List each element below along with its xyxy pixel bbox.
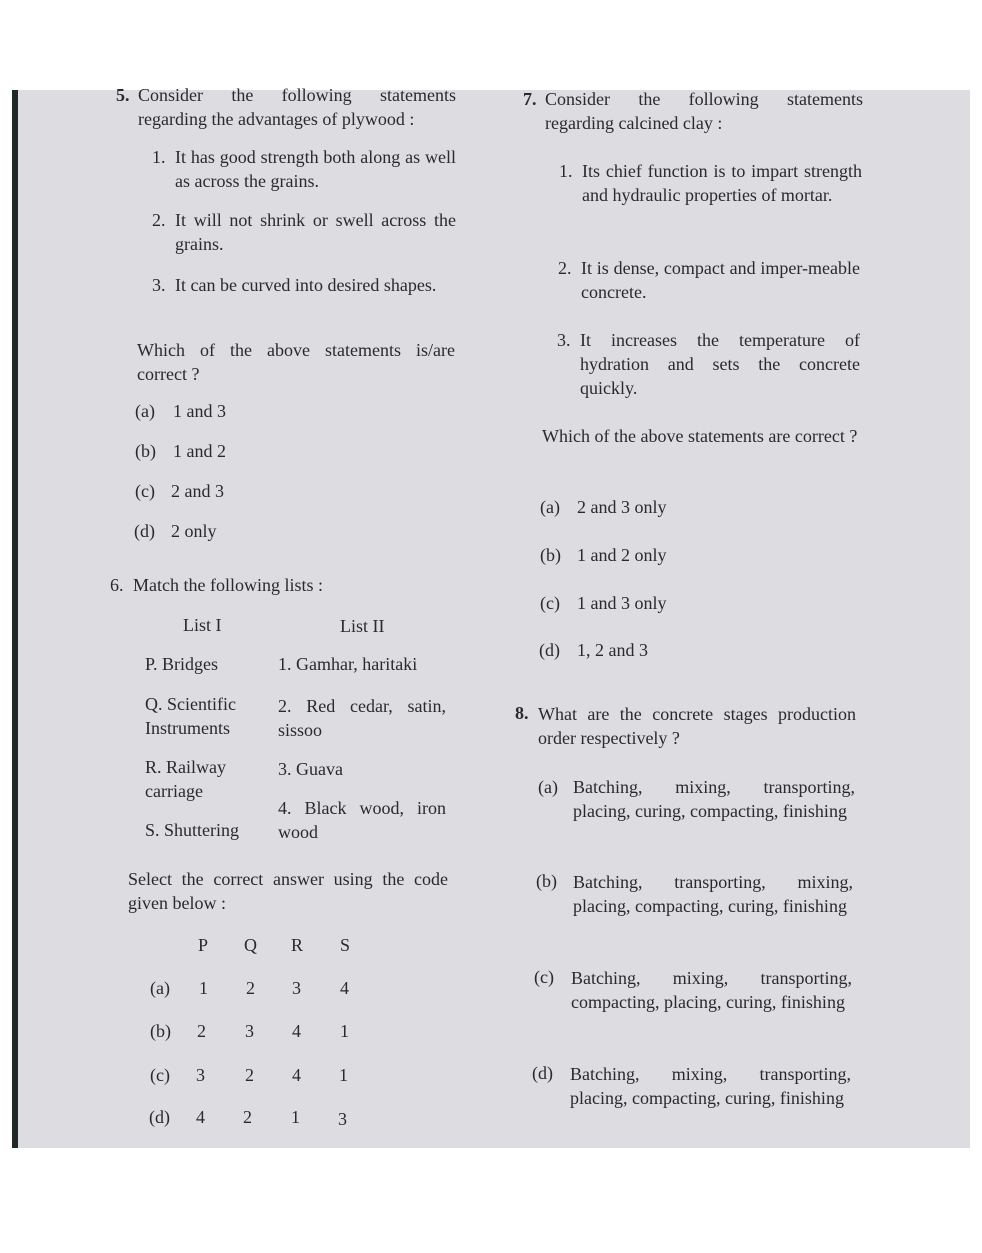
q5-option-text: 1 and 2 xyxy=(173,441,226,461)
code-header: R xyxy=(291,935,304,955)
code-value: 4 xyxy=(340,978,349,998)
q7-option-label: (b) xyxy=(540,545,561,565)
q5-statement: It has good strength both along as well as across the grains. xyxy=(175,147,456,191)
list2-header: List II xyxy=(340,616,385,636)
q5-stem: Consider the following statements regarding the advantages of plywood : xyxy=(138,85,456,129)
q7-statement: Its chief function is to impart strength and hydraulic properties of mortar. xyxy=(582,161,862,205)
list2-item: 1. Gamhar, haritaki xyxy=(278,654,418,674)
code-label: (c) xyxy=(150,1065,170,1085)
q8-option-text: Batching, mixing, transporting, placing, curing, compacting, finishing xyxy=(573,777,855,821)
q7-statement: It is dense, compact and imper-meable concrete. xyxy=(581,258,860,302)
list2-item: 2. Red cedar, satin, sissoo xyxy=(278,696,446,740)
page-edge xyxy=(12,90,18,1148)
q7-option-text: 1 and 2 only xyxy=(577,545,667,565)
q7-option-label: (c) xyxy=(540,593,560,613)
q5-statement: It will not shrink or swell across the grains. xyxy=(175,210,456,254)
code-label: (a) xyxy=(150,978,170,998)
q7-number: 7. xyxy=(523,89,537,109)
code-label: (b) xyxy=(150,1021,171,1041)
q7-option-text: 1 and 3 only xyxy=(577,593,667,613)
q5-statement-number: 3. xyxy=(152,275,166,295)
code-value: 2 xyxy=(243,1107,252,1127)
code-value: 2 xyxy=(197,1021,206,1041)
q5-option-text: 2 only xyxy=(171,521,217,541)
code-value: 1 xyxy=(340,1021,349,1041)
q7-statement-number: 3. xyxy=(557,330,571,350)
q7-question: Which of the above statements are correct ? xyxy=(542,426,858,446)
code-value: 1 xyxy=(291,1107,300,1127)
q8-option-text: Batching, mixing, transporting, placing, compacting, curing, finishing xyxy=(570,1064,851,1108)
code-header: Q xyxy=(244,935,257,955)
q7-statement: It increases the temperature of hydration and sets the concrete quickly. xyxy=(580,330,860,398)
q5-option-label: (d) xyxy=(134,521,155,541)
list2-item: 3. Guava xyxy=(278,759,343,779)
q5-statement: It can be curved into desired shapes. xyxy=(175,275,437,295)
code-value: 2 xyxy=(246,978,255,998)
list1-item: R. Railway carriage xyxy=(145,757,226,801)
code-value: 4 xyxy=(196,1107,205,1127)
q8-option-label: (a) xyxy=(538,777,558,797)
q5-option-label: (a) xyxy=(135,401,155,421)
q8-option-label: (b) xyxy=(536,871,557,891)
q8-option-text: Batching, transporting, mixing, placing, compacting, curing, finishing xyxy=(573,872,853,916)
q5-question: Which of the above statements is/are correct ? xyxy=(137,340,455,384)
list1-header: List I xyxy=(183,615,222,635)
q8-option-label: (d) xyxy=(532,1063,553,1083)
q7-option-text: 2 and 3 only xyxy=(577,497,667,517)
list1-item: P. Bridges xyxy=(145,654,219,674)
q5-option-text: 2 and 3 xyxy=(171,481,224,501)
q8-number: 8. xyxy=(515,703,529,723)
code-value: 3 xyxy=(338,1109,347,1129)
q5-option-text: 1 and 3 xyxy=(173,401,226,421)
code-value: 2 xyxy=(245,1065,254,1085)
q6-instruction: Select the correct answer using the code given below : xyxy=(128,869,448,913)
q5-statement-number: 2. xyxy=(152,210,166,230)
code-header: P xyxy=(198,935,209,955)
q6-stem: Match the following lists : xyxy=(133,575,323,595)
q7-option-text: 1, 2 and 3 xyxy=(577,640,648,660)
q7-statement-number: 1. xyxy=(559,161,573,181)
q7-stem: Consider the following statements regarding calcined clay : xyxy=(545,89,863,133)
code-value: 3 xyxy=(292,978,301,998)
q5-option-label: (b) xyxy=(135,441,156,461)
code-value: 4 xyxy=(292,1065,301,1085)
code-label: (d) xyxy=(149,1107,170,1127)
code-header: S xyxy=(340,935,351,955)
q7-option-label: (a) xyxy=(540,497,560,517)
q7-statement-number: 2. xyxy=(558,258,572,278)
q8-stem: What are the concrete stages production order respectively ? xyxy=(538,704,856,748)
q8-option-label: (c) xyxy=(534,967,554,987)
code-value: 3 xyxy=(245,1021,254,1041)
code-value: 1 xyxy=(339,1065,348,1085)
code-value: 4 xyxy=(292,1021,301,1041)
list1-item: Q. Scientific Instruments xyxy=(145,694,236,738)
code-value: 1 xyxy=(199,978,208,998)
q5-statement-number: 1. xyxy=(152,147,166,167)
q5-option-label: (c) xyxy=(135,481,155,501)
q6-number: 6. xyxy=(110,575,124,595)
code-value: 3 xyxy=(196,1065,205,1085)
q5-number: 5. xyxy=(116,85,130,105)
list2-item: 4. Black wood, iron wood xyxy=(278,798,446,842)
list1-item: S. Shuttering xyxy=(145,820,240,840)
q7-option-label: (d) xyxy=(539,640,560,660)
q8-option-text: Batching, mixing, transporting, compacting, placing, curing, finishing xyxy=(571,968,852,1012)
